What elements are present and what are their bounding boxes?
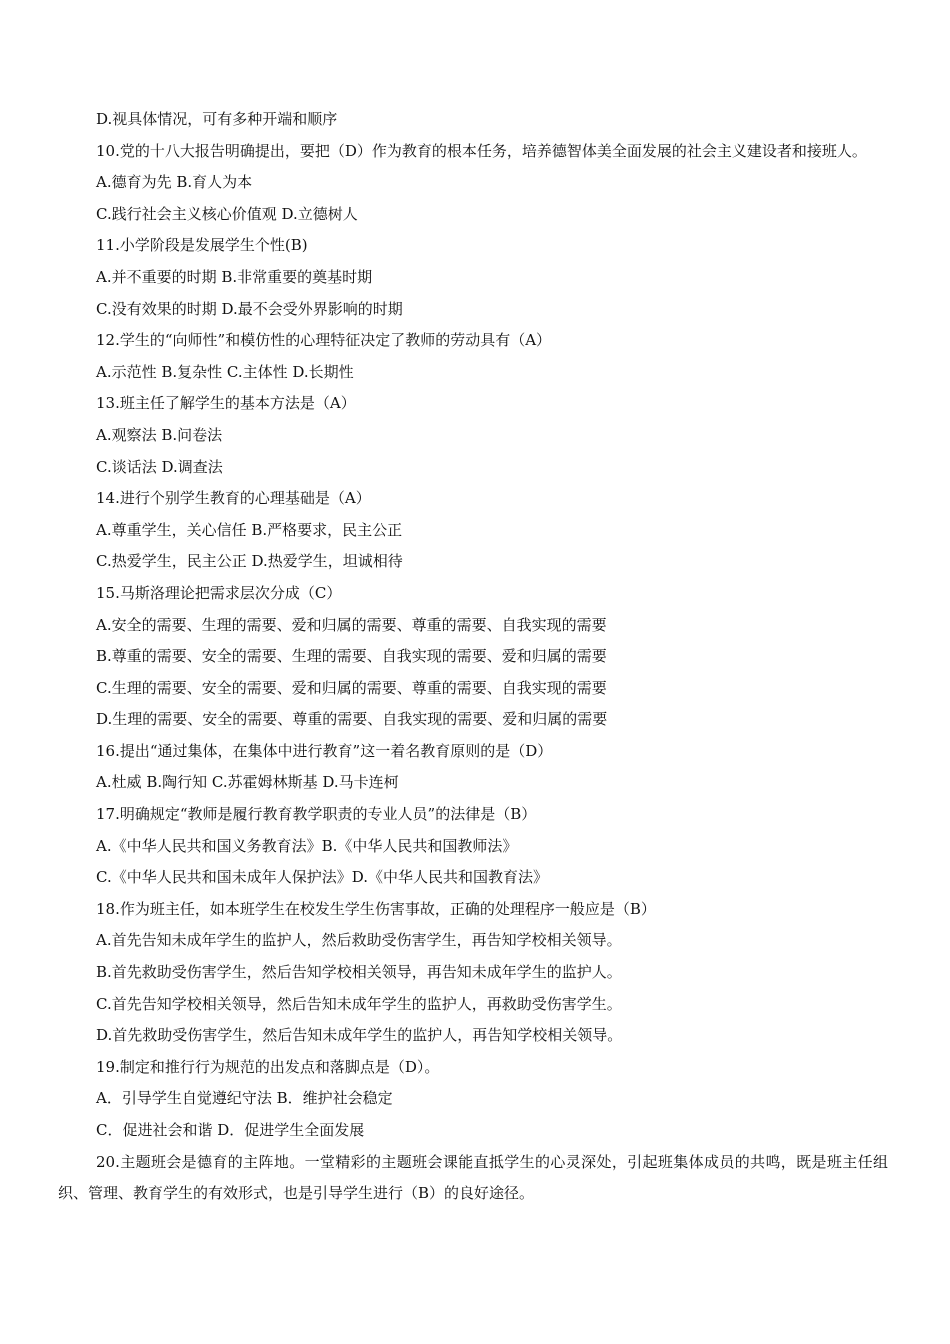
option-line: C.《中华人民共和国未成年人保护法》D.《中华人民共和国教育法》	[96, 868, 548, 887]
option-line: A.尊重学生，关心信任 B.严格要求，民主公正	[96, 520, 403, 539]
option-line: D.生理的需要、安全的需要、尊重的需要、自我实现的需要、爱和归属的需要	[96, 710, 608, 729]
option-line: A.示范性 B.复杂性 C.主体性 D.长期性	[96, 362, 354, 381]
option-line: A.并不重要的时期 B.非常重要的奠基时期	[96, 267, 373, 286]
option-line: A.观察法 B.问卷法	[96, 425, 223, 444]
question-11: 11.小学阶段是发展学生个性(B)	[96, 236, 308, 255]
document-body	[58, 104, 888, 1210]
option-line: C.没有效果的时期 D.最不会受外界影响的时期	[96, 299, 403, 318]
option-line: B.首先救助受伤害学生，然后告知学校相关领导，再告知未成年学生的监护人。	[96, 963, 622, 982]
question-17: 17.明确规定“教师是履行教育教学职责的专业人员”的法律是（B）	[96, 805, 537, 824]
option-line: A.首先告知未成年学生的监护人，然后救助受伤害学生，再告知学校相关领导。	[96, 931, 622, 950]
question-14: 14.进行个别学生教育的心理基础是（A）	[96, 489, 371, 508]
option-line: C.践行社会主义核心价值观 D.立德树人	[96, 204, 358, 223]
option-line: D.视具体情况，可有多种开端和顺序	[96, 110, 338, 128]
option-line: A.《中华人民共和国义务教育法》B.《中华人民共和国教师法》	[96, 836, 518, 855]
option-line: A.德育为先 B.育人为本	[96, 173, 253, 192]
question-19: 19.制定和推行行为规范的出发点和落脚点是（D）。	[96, 1057, 440, 1076]
option-line: A．引导学生自觉遵纪守法 B．维护社会稳定	[96, 1089, 393, 1108]
question-20: 20.主题班会是德育的主阵地。一堂精彩的主题班会课能直抵学生的心灵深处，引起班集体成员的共鸣，既是班主任组织、管理、教育学生的有效形式，也是引导学生进行（B）的良好途径。	[58, 1152, 888, 1203]
option-line: A.安全的需要、生理的需要、爱和归属的需要、尊重的需要、自我实现的需要	[96, 615, 607, 634]
option-line: C.谈话法 D.调查法	[96, 457, 223, 476]
question-10: 10.党的十八大报告明确提出，要把（D）作为教育的根本任务，培养德智体美全面发展的社会主义建设者和接班人。	[96, 141, 867, 160]
question-12: 12.学生的“向师性”和模仿性的心理特征决定了教师的劳动具有（A）	[96, 331, 552, 350]
question-13: 13.班主任了解学生的基本方法是（A）	[96, 394, 356, 413]
option-line: C.生理的需要、安全的需要、爱和归属的需要、尊重的需要、自我实现的需要	[96, 678, 607, 697]
option-line: B.尊重的需要、安全的需要、生理的需要、自我实现的需要、爱和归属的需要	[96, 647, 607, 666]
question-16: 16.提出“通过集体，在集体中进行教育”这一着名教育原则的是（D）	[96, 741, 553, 760]
option-line: C.首先告知学校相关领导，然后告知未成年学生的监护人，再救助受伤害学生。	[96, 994, 622, 1013]
question-15: 15.马斯洛理论把需求层次分成（C）	[96, 583, 342, 602]
option-line: C.热爱学生，民主公正 D.热爱学生，坦诚相待	[96, 552, 403, 571]
option-line: C．促进社会和谐 D．促进学生全面发展	[96, 1121, 365, 1139]
option-line: A.杜威 B.陶行知 C.苏霍姆林斯基 D.马卡连柯	[96, 773, 399, 792]
question-18: 18.作为班主任，如本班学生在校发生学生伤害事故，正确的处理程序一般应是（B）	[96, 899, 656, 918]
option-line: D.首先救助受伤害学生，然后告知未成年学生的监护人，再告知学校相关领导。	[96, 1026, 623, 1045]
